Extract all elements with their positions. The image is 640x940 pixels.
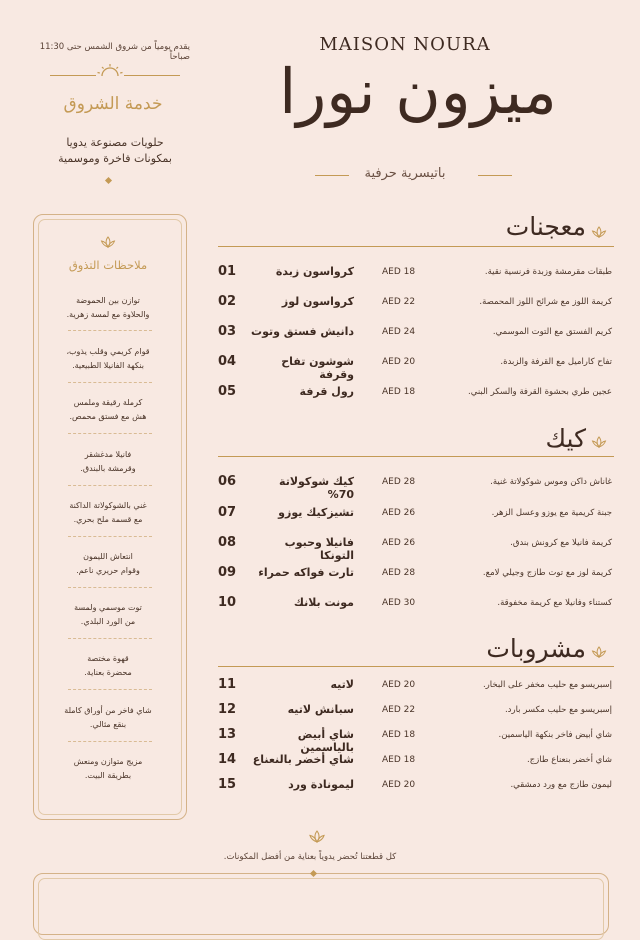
note-separator — [68, 433, 152, 434]
item-number: 02 — [218, 294, 237, 309]
item-description: تفاح كاراميل مع القرفة والزبدة. — [500, 357, 612, 367]
tasting-note-line: وقوام حريري ناعم. — [76, 566, 140, 575]
item-price: AED 26 — [382, 538, 416, 548]
tasting-note — [42, 294, 174, 322]
tasting-note-line: شاي فاخر من أوراق كاملة — [64, 706, 152, 715]
section-title-drinks: مشروبات — [486, 634, 586, 663]
tasting-note-line: مع قسمة ملح بحري. — [73, 515, 143, 524]
section-title-pastries: معجنات — [505, 212, 586, 241]
item-name: تشيزكيك يوزو — [278, 506, 354, 519]
item-name: شوشون تفاح وقرفة — [281, 355, 354, 381]
item-price: AED 30 — [382, 598, 416, 608]
item-price: AED 18 — [382, 755, 416, 765]
item-description: كريمة لوز مع توت طازج وجيلي لامع. — [482, 568, 612, 578]
item-number: 10 — [218, 595, 237, 610]
note-separator — [68, 382, 152, 383]
item-number: 07 — [218, 505, 237, 520]
diamond-icon — [105, 177, 112, 184]
tagline: باتيسرية حرفية — [364, 166, 446, 181]
footer-note: كل قطعتنا تُحضر يدوياً بعناية من أفضل المكونات. — [223, 852, 397, 862]
tasting-note-line: بطريقة البيت. — [84, 771, 132, 780]
tasting-note-line: قهوة مختصة — [87, 654, 129, 663]
lotus-icon — [591, 226, 607, 238]
item-description: شاي أخضر بنعناع طازج. — [526, 755, 612, 765]
item-price: AED 28 — [382, 568, 416, 578]
lotus-icon — [591, 646, 607, 658]
tasting-note — [42, 550, 174, 578]
item-price: AED 24 — [382, 327, 416, 337]
item-name: كيك شوكولاتة 70% — [279, 475, 354, 501]
note-separator — [68, 330, 152, 331]
item-number: 14 — [218, 752, 237, 767]
section-title-cakes: كيك — [545, 424, 586, 453]
service-title: خدمة الشروق — [63, 94, 163, 114]
lotus-icon — [308, 830, 326, 843]
section-divider — [218, 456, 614, 457]
item-number: 11 — [218, 677, 237, 692]
tasting-note-line: بنقع مثالي. — [89, 720, 127, 729]
item-price: AED 20 — [382, 680, 416, 690]
tasting-note — [42, 396, 174, 424]
item-description: كريمة فانيلا مع كرونش بندق. — [510, 538, 612, 548]
item-price: AED 22 — [382, 705, 416, 715]
tasting-note-line: هش مع فستق محمص. — [69, 412, 147, 421]
tasting-note-line: انتعاش الليمون — [83, 552, 133, 561]
note-separator — [68, 587, 152, 588]
note-separator — [68, 741, 152, 742]
item-description: كستناء وفانيلا مع كريمة مخفوقة. — [497, 598, 612, 608]
sunrise-icon — [96, 63, 124, 77]
service-subtitle — [40, 135, 190, 167]
item-name: كرواسون لوز — [281, 295, 354, 308]
tasting-note-line: بنكهة الفانيلا الطبيعية. — [72, 361, 144, 370]
tasting-note — [42, 601, 174, 629]
item-description: شاي أبيض فاخر بنكهة الياسمين. — [498, 730, 612, 740]
tasting-note-line: توت موسمي ولمسة — [74, 603, 142, 612]
tasting-note — [42, 499, 174, 527]
item-number: 12 — [218, 702, 237, 717]
item-number: 13 — [218, 727, 237, 742]
item-name: تارت فواكه حمراء — [258, 566, 354, 579]
item-price: AED 28 — [382, 477, 416, 487]
item-name: ليمونادة ورد — [288, 778, 354, 791]
item-number: 05 — [218, 384, 237, 399]
item-number: 01 — [218, 264, 237, 279]
item-price: AED 22 — [382, 297, 416, 307]
item-number: 08 — [218, 535, 237, 550]
tasting-note — [42, 652, 174, 680]
item-description: كريم الفستق مع التوت الموسمي. — [492, 327, 612, 337]
item-price: AED 20 — [382, 780, 416, 790]
item-description: طبقات مقرمشة وزبدة فرنسية نقية. — [484, 267, 612, 277]
item-name: شاي أبيض بالياسمين — [297, 728, 354, 754]
item-name: رول قرفة — [299, 385, 354, 398]
section-divider — [218, 666, 614, 667]
tasting-note-line: والحلاوة مع لمسة زهرية. — [66, 310, 150, 319]
service-hours: يقدم يومياً من شروق الشمس حتى 11:30 صباحاً — [39, 42, 190, 62]
item-name: كرواسون زبدة — [275, 265, 354, 278]
tasting-note-line: غني بالشوكولاتة الداكنة — [69, 501, 147, 510]
service-subtitle-line: بمكونات فاخرة وموسمية — [58, 152, 172, 165]
item-name: مونت بلانك — [293, 596, 354, 609]
item-price: AED 18 — [382, 387, 416, 397]
item-number: 15 — [218, 777, 237, 792]
item-name: فانيلا وحبوب التونكا — [284, 536, 354, 562]
item-description: ليمون طازج مع ورد دمشقي. — [510, 780, 612, 790]
item-name: لاتيه — [330, 678, 354, 691]
tasting-note-line: وقرمشة بالبندق. — [80, 464, 136, 473]
tasting-note — [42, 755, 174, 783]
item-description: عجين طري بحشوة القرفة والسكر البني. — [468, 387, 612, 397]
item-name: سبانش لاتيه — [287, 703, 354, 716]
tasting-note — [42, 448, 174, 476]
tasting-note-line: مزيج متوازن ومنعش — [73, 757, 143, 766]
tasting-note — [42, 345, 174, 373]
brand-name-english: MAISON NOURA — [319, 34, 491, 55]
section-divider — [218, 246, 614, 247]
item-number: 03 — [218, 324, 237, 339]
brand-name-arabic: ميزون نورا — [279, 55, 557, 128]
tasting-notes-title: ملاحظات التذوق — [68, 258, 148, 272]
footer-inner-frame — [38, 878, 604, 940]
item-description: جبنة كريمية مع يوزو وعسل الزهر. — [491, 508, 612, 518]
note-separator — [68, 638, 152, 639]
item-price: AED 20 — [382, 357, 416, 367]
note-separator — [68, 536, 152, 537]
item-number: 06 — [218, 474, 237, 489]
tasting-note — [42, 704, 174, 732]
item-name: دانيش فستق وتوت — [251, 325, 354, 338]
lotus-icon — [100, 236, 116, 248]
tasting-note-line: محضرة بعناية. — [84, 668, 132, 677]
item-description: غاناش داكن وموس شوكولاتة غنية. — [490, 477, 612, 487]
item-number: 09 — [218, 565, 237, 580]
item-description: إسبريسو مع حليب مكسر بارد. — [504, 705, 612, 715]
tasting-note-line: قوام كريمي وقلب يذوب، — [66, 347, 150, 356]
item-price: AED 18 — [382, 730, 416, 740]
tasting-note-line: فانيلا مدغشقر — [84, 450, 132, 459]
item-price: AED 26 — [382, 508, 416, 518]
tasting-note-line: توازن بين الحموضة — [76, 296, 140, 305]
tasting-note-line: كرملة رقيقة وملمس — [73, 398, 143, 407]
service-subtitle-line: حلويات مصنوعة يدويا — [66, 136, 164, 149]
lotus-icon — [591, 436, 607, 448]
item-price: AED 18 — [382, 267, 416, 277]
item-number: 04 — [218, 354, 237, 369]
item-description: إسبريسو مع حليب مخفر على البخار. — [482, 680, 612, 690]
tasting-note-line: من الورد البلدي. — [80, 617, 136, 626]
note-separator — [68, 485, 152, 486]
tagline-divider-right — [478, 175, 512, 176]
item-name: شاي أخضر بالنعناع — [252, 753, 354, 766]
item-description: كريمة اللوز مع شرائح اللوز المحمصة. — [479, 297, 612, 307]
note-separator — [68, 689, 152, 690]
